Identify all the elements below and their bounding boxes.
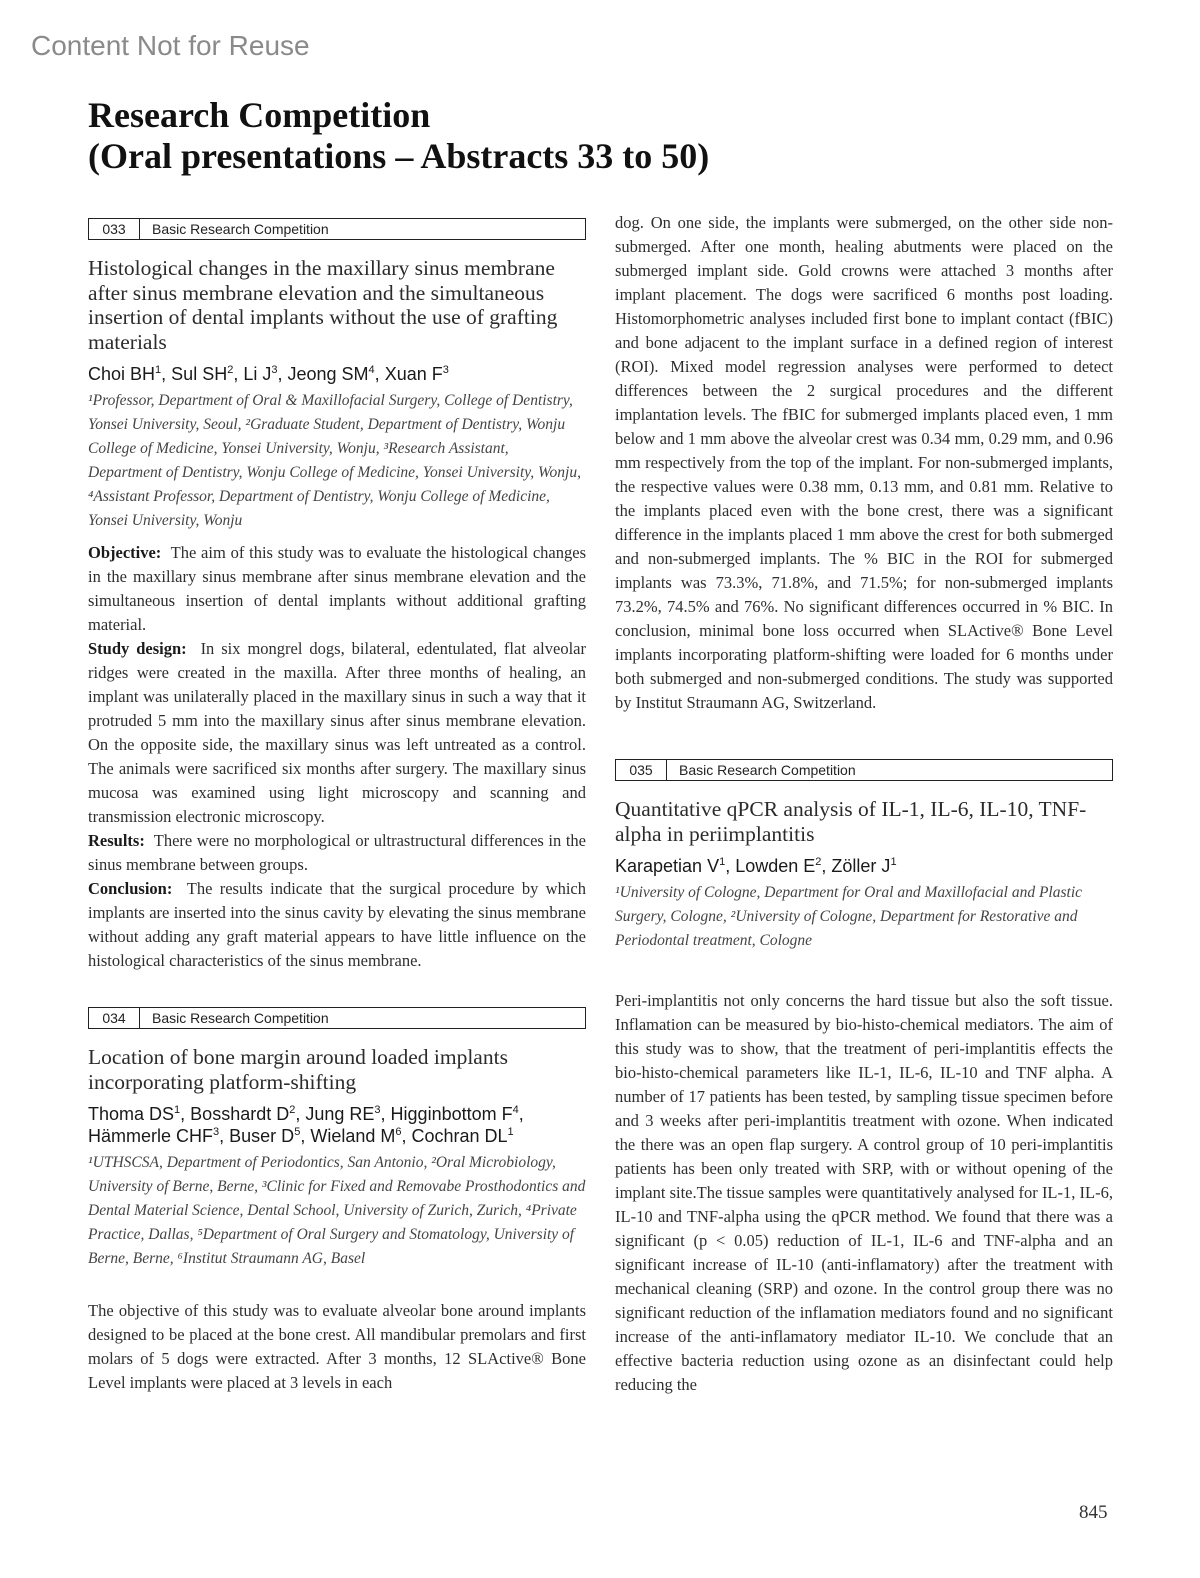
abstract-title: Location of bone margin around loaded implants incorporating platform-shifting [88, 1045, 508, 1094]
page-title [88, 95, 888, 177]
section-conclusion: Conclusion: The results indicate that the surgical procedure by which implants are inserted into the sinus cavity by elevating the sinus membrane without adding any graft material appears to have little influence on the histological characteristics of the sinus membrane. [88, 879, 586, 970]
author: Thoma $DS^1$ [88, 1104, 181, 1124]
authors-line-2: Hämmerle CHF$^3$, Buser $D^5$, Wieland $M^6$, Cochran $DL^1$ [88, 1126, 514, 1146]
left-column [88, 218, 586, 1395]
watermark: Content Not for Reuse [31, 30, 310, 61]
abstract-body-part-1: The objective of this study was to evaluate alveolar bone around implants designed to be placed at the bone crest. All mandibular premolars and first molars of 5 dogs were extracted. After 3 months, 12 SLActive® Bone Level implants were placed at 3 levels in each [88, 1301, 586, 1392]
page-title-line-2: (Oral presentations – Abstracts 33 to 50) [88, 136, 710, 176]
author: Wieland $M^6$ [310, 1126, 402, 1146]
author: Li $J^3$ [243, 364, 278, 384]
author: Bosshardt $D^2$ [190, 1104, 296, 1124]
section-objective: Objective: The aim of this study was to evaluate the histological changes in the maxillary sinus membrane after sinus membrane elevation and the simultaneous insertion of dental implants without additional grafting material. [88, 543, 587, 634]
author: Xuan $F^3$ [384, 364, 449, 384]
author: Karapetian $V^1$ [615, 856, 726, 876]
author: Zöller $J^1$ [831, 856, 897, 876]
abstract-category: Basic Research Competition [152, 221, 329, 237]
abstract-affiliations: ¹University of Cologne, Department for Oral and Maxillofacial and Plastic Surgery, Cologne, ²University of Cologne, Department for Restorative and Periodontal treatment, Cologne [615, 884, 1083, 949]
abstract-header [615, 759, 1113, 781]
abstract-header [88, 1007, 586, 1029]
author: Lowden $E^2$ [735, 856, 822, 876]
abstract-authors [88, 1103, 586, 1147]
author: Cochran $DL^1$ [411, 1126, 514, 1146]
abstract-title: Histological changes in the maxillary sinus membrane after sinus membrane elevation and the simultaneous insertion of dental implants without the use of grafting materials [88, 256, 558, 354]
author: Jeong $SM^4$ [287, 364, 375, 384]
abstract-affiliations: ¹UTHSCSA, Department of Periodontics, San Antonio, ²Oral Microbiology, University of Berne, Berne, ³Clinic for Fixed and Removabe Prosthodontics and Dental Material Science, Dental School, University of Zurich, Zurich, ⁴Private Practice, Dallas, ⁵Department of Oral Surgery and Stomatology, University of Berne, Berne, ⁶Institut Straumann AG, Basel [88, 1154, 586, 1267]
abstract-affiliations: ¹Professor, Department of Oral & Maxillofacial Surgery, College of Dentistry, Yonsei University, Seoul, ²Graduate Student, Department of Dentistry, Wonju College of Medicine, Yonsei University, Wonju, ³Research Assistant, Department of Dentistry, Wonju College of Medicine, Yonsei University, Wonju, ⁴Assistant Professor, Department of Dentistry, Wonju College of Medicine, Yonsei University, Wonju [88, 392, 581, 529]
author: Sul $SH^2$ [171, 364, 234, 384]
author: Higginbottom $F^4$ [390, 1104, 519, 1124]
right-column [615, 213, 1113, 1397]
author: Choi $BH^1$ [88, 364, 162, 384]
abstract-category: Basic Research Competition [152, 1010, 329, 1026]
page-title-line-1: Research Competition [88, 95, 431, 135]
author: Hämmerle CHF$^3$ [88, 1126, 220, 1146]
abstract-033 [88, 218, 586, 973]
abstract-035 [615, 759, 1113, 1397]
abstract-body: Peri-implantitis not only concerns the hard tissue but also the soft tissue. Inflamation can be measured by bio-histo-chemical mediators. The aim of this study was to show, that the treatment of peri-implantitis effects the bio-histo-chemical parameters like IL-1, IL-6, IL-10 and TNF alpha. A number of 17 patients has been tested, by sampling tissue specimen before and 3 weeks after peri-implantitis treatment with ozone. When indicated the there was an open flap surgery. A control group of 10 peri-implantitis patients has been only treated with SRP, with or without opening of the implant site.The tissue samples were quantitatively analysed for IL-1, IL-6, IL-10 and TNF-alpha using the qPCR method. We found that there was a significant (p < 0.05) reduction of IL-1, IL-6 and TNF-alpha and an significant increase of IL-10 (anti-inflamatory) after the treatment with mechanical cleaning (SRP) and ozone. In the control group there was no significant reduction of the inflamation mediators found and no significant increase of the anti-inflamatory mediator IL-10. We conclude that an effective bacteria reduction using ozone as an disinfectant could help reducing the [615, 991, 1113, 1394]
section-results: Results: There were no morphological or ultrastructural differences in the sinus membrane between groups. [88, 831, 586, 874]
abstract-body [88, 541, 586, 973]
abstract-number: 034 [89, 1008, 140, 1028]
authors-line-1: Thoma $DS^1$, Bosshardt $D^2$, Jung $RE^3$, Higginbottom $F^4$, [88, 1104, 524, 1124]
abstract-authors: Choi $BH^1$, Sul $SH^2$, Li $J^3$, Jeong $SM^4$, Xuan $F^3$ [88, 364, 449, 384]
abstract-034-body-part-2: dog. On one side, the implants were submerged, on the other side non-submerged. After one month, healing abutments were placed on the submerged implant side. Gold crowns were attached 3 months after implant placement. The dogs were sacrificed 6 months post loading. Histomorphometric analyses included first bone to implant contact (fBIC) and bone adjacent to the implant surface in a defined region of interest (ROI). Mixed model regression analyses were performed to detect differences between the 2 surgical procedures and the different implantation levels. The fBIC for submerged implants placed even, 1 mm below and 1 mm above the alveolar crest was 0.34 mm, 0.29 mm, and 0.96 mm respectively from the top of the implant. For non-submerged implants, the respective values were 0.38 mm, 0.13 mm, and 0.81 mm. Relative to the implants placed even with the bone crest, there was a significant difference in the implants placed 1 mm above the crest for both submerged and non-submerged implants. The % BIC in the ROI for submerged implants was 73.3%, 71.8%, and 71.5%; for non-submerged implants 73.2%, 74.5% and 76%. No significant differences occurred in % BIC. In conclusion, minimal bone loss occurred when SLActive® Bone Level implants incorporating platform-shifting were loaded for 6 months under both submerged and non-submerged conditions. The study was supported by Institut Straumann AG, Switzerland. [615, 213, 1113, 712]
author: Jung $RE^3$ [305, 1104, 381, 1124]
abstract-number: 033 [89, 219, 140, 239]
abstract-number: 035 [616, 760, 667, 780]
author: Buser $D^5$ [229, 1126, 301, 1146]
abstract-title: Quantitative qPCR analysis of IL-1, IL-6, IL-10, TNF-alpha in periimplantitis [615, 797, 1087, 846]
abstract-authors: Karapetian $V^1$, Lowden $E^2$, Zöller $J^1$ [615, 856, 897, 876]
abstract-header [88, 218, 586, 240]
page-number: 845 [1079, 1502, 1108, 1523]
section-study-design: Study design: In six mongrel dogs, bilateral, edentulated, flat alveolar ridges were created in the maxilla. After three months of healing, an implant was unilaterally placed in the maxillary sinus in such a way that it protruded 5 mm into the maxillary sinus after sinus membrane elevation. On the opposite side, the maxillary sinus was left untreated as a control. The animals were sacrificed six months after surgery. The maxillary sinus mucosa was examined using light microscopy and scanning and transmission electronic microscopy. [88, 639, 586, 826]
abstract-034 [88, 1007, 586, 1395]
abstract-category: Basic Research Competition [679, 762, 856, 778]
